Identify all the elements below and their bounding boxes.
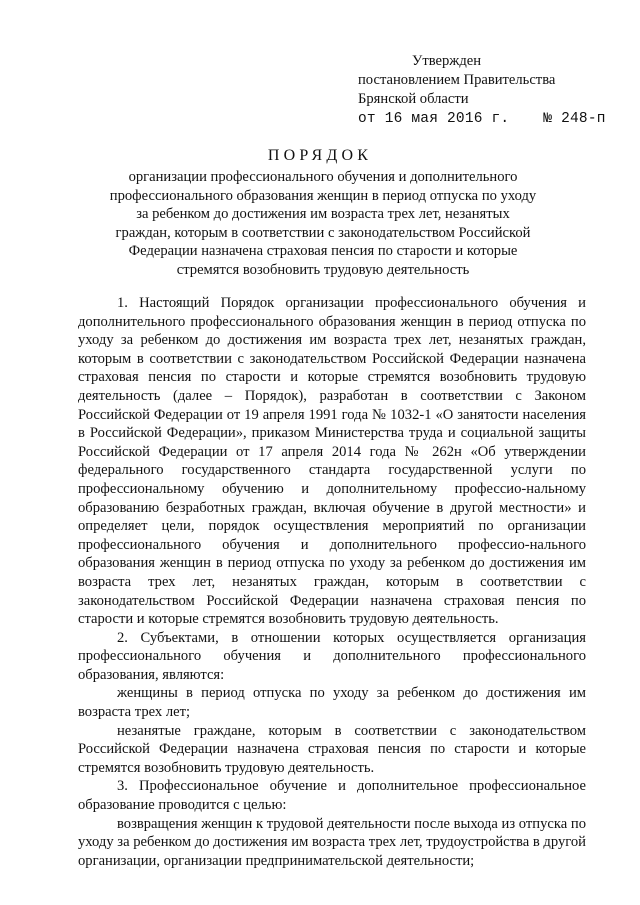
document-subtitle: организации профессионального обучения и дополнительного профессионального образования женщин в период отпуска по уходу за ребенком до достижения им возраста трех лет, незанятых граждан, которым в соответствии с законодательством Российской Федерации назначена страховая пенсия по старости и которые стремятся возобновить трудовую деятельность xyxy=(109,169,537,278)
paragraph: 1. Настоящий Порядок организации профессионального обучения и дополнительного профессионального образования женщин в период отпуска по уходу за ребенком до достижения им возраста трех лет, незанятых граждан, которым в соответствии с законодательством Российской Федерации назначена страховая пенсия по старости и которые стремятся возобновить трудовую деятельность (далее – Порядок), разработан в соответствии с Законом Российской Федерации от 19 апреля 1991 года № 1032-1 «О занятости населения в Российской Федерации», приказом Министерства труда и социальной защиты Российской Федерации от 17 апреля 2014 года № 262н «Об утверждении федерального государственного стандарта государственной услуги по профессиональному обучению и дополнительному профессио-нальному образованию безработных граждан, включая обучение в другой местности» и определяет цели, порядок осуществления мероприятий по организации профессионального обучения и дополнительного профессио-нального образования женщин в период отпуска по уходу за ребенком до достижения им возраста трех лет, незанятых граждан, которым в соответствии с законодательством Российской Федерации назначена страховая пенсия по старости и которые стремятся возобновить трудовую деятельность. xyxy=(78,295,586,628)
approval-number: № 248-п xyxy=(543,111,606,127)
paragraph: 3. Профессиональное обучение и дополнительное профессиональное образование проводится с целью: xyxy=(78,778,586,814)
paragraph: 2. Субъектами, в отношении которых осуществляется организация профессионального обучения и дополнительного профессионального образования, являются: xyxy=(78,629,586,683)
approval-block xyxy=(358,52,606,129)
approval-date-line xyxy=(358,109,606,129)
paragraph: женщины в период отпуска по уходу за ребенком до достижения им возраста трех лет; xyxy=(78,685,586,721)
document-title: ПОРЯДОК xyxy=(267,147,373,164)
approval-date: от 16 мая 2016 г. xyxy=(358,111,510,127)
approval-authority: постановлением Правительства xyxy=(358,72,556,88)
paragraph: возвращения женщин к трудовой деятельности после выхода из отпуска по уходу за ребенком до достижения им возраста трех лет, трудоустройства в другой организации, организации предпринимательской деятельности; xyxy=(78,815,586,869)
approval-region: Брянской области xyxy=(358,91,469,107)
document-body xyxy=(78,294,586,870)
paragraph: незанятые граждане, которым в соответствии с законодательством Российской Федерации назначена страховая пенсия по старости и которые стремятся возобновить трудовую деятельность. xyxy=(78,722,586,776)
approval-label: Утвержден xyxy=(412,53,482,69)
